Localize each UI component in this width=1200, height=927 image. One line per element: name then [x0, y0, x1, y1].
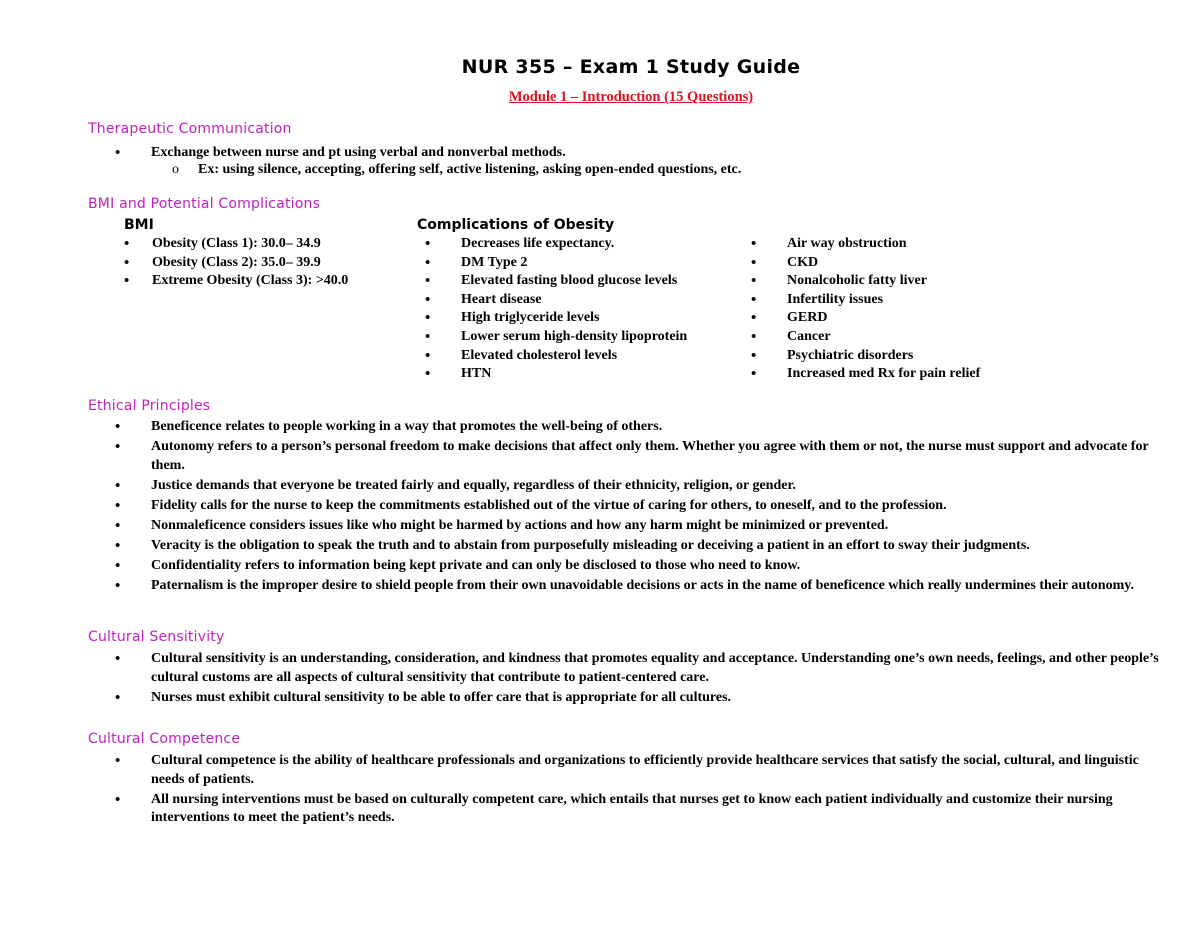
- list-item: • Nonalcoholic fatty liver: [751, 272, 1051, 291]
- heading-cultural-competence: Cultural Competence: [88, 731, 241, 747]
- list-item: • Fidelity calls for the nurse to keep the commitments established out of the virtue of caring for others, to oneself, and to the profession.: [115, 497, 1160, 516]
- list-item: • Beneficence relates to people working in a way that promotes the well-being of others.: [115, 418, 1160, 437]
- sub-bullet-marker: o: [172, 162, 179, 177]
- complications-column-heading: Complications of Obesity: [417, 217, 615, 233]
- list-item: • Lower serum high-density lipoprotein: [425, 328, 745, 347]
- complications-list-2: [751, 235, 1051, 384]
- list-item: • CKD: [751, 254, 1051, 273]
- list-item: • Obesity (Class 1): 30.0– 34.9: [124, 235, 404, 254]
- list-item: • Psychiatric disorders: [751, 347, 1051, 366]
- list-item: • HTN: [425, 365, 745, 384]
- list-item: • Justice demands that everyone be treated fairly and equally, regardless of their ethnicity, religion, or gender.: [115, 477, 1160, 496]
- list-item: • GERD: [751, 309, 1051, 328]
- heading-bmi: BMI and Potential Complications: [88, 196, 321, 212]
- list-item: • Increased med Rx for pain relief: [751, 365, 1051, 384]
- therapeutic-list: [115, 144, 1115, 163]
- list-item: • Nurses must exhibit cultural sensitivity to be able to offer care that is appropriate for all cultures.: [115, 689, 1160, 708]
- list-item: • Cultural competence is the ability of healthcare professionals and organizations to efficiently provide healthcare services that satisfy the social, cultural, and linguistic needs of patients.: [115, 752, 1160, 789]
- list-item: • Infertility issues: [751, 291, 1051, 310]
- list-item: • Nonmaleficence considers issues like who might be harmed by actions and how any harm might be minimized or prevented.: [115, 517, 1160, 536]
- list-item: • Cancer: [751, 328, 1051, 347]
- list-item: • Veracity is the obligation to speak the truth and to abstain from purposefully misleading or deceiving a patient in an effort to sway their judgments.: [115, 537, 1160, 556]
- list-item: • Exchange between nurse and pt using verbal and nonverbal methods.: [115, 144, 1115, 163]
- list-item: • Decreases life expectancy.: [425, 235, 745, 254]
- list-item: • Elevated fasting blood glucose levels: [425, 272, 745, 291]
- module-subtitle: Module 1 – Introduction (15 Questions): [508, 89, 754, 105]
- list-item: • DM Type 2: [425, 254, 745, 273]
- complications-list: [425, 235, 745, 384]
- list-item: • Autonomy refers to a person’s personal freedom to make decisions that affect only them. Whether you agree with them or not, the nurse must support and advocate for them.: [115, 438, 1160, 475]
- list-item: • Confidentiality refers to information being kept private and can only be disclosed to those who need to know.: [115, 557, 1160, 576]
- list-item: • High triglyceride levels: [425, 309, 745, 328]
- bmi-list: [124, 235, 404, 291]
- bmi-column-heading: BMI: [124, 217, 154, 233]
- list-item: • Elevated cholesterol levels: [425, 347, 745, 366]
- list-item: • Cultural sensitivity is an understanding, consideration, and kindness that promotes equality and acceptance. Understanding one’s own needs, feelings, and other people’s cultural customs are all aspects of cultural sensitivity that contribute to patient-centered care.: [115, 650, 1160, 687]
- list-item: • Heart disease: [425, 291, 745, 310]
- list-item: • Paternalism is the improper desire to shield people from their own unavoidable decisions or acts in the name of beneficence which really undermines their autonomy.: [115, 577, 1160, 596]
- heading-therapeutic-communication: Therapeutic Communication: [88, 121, 292, 137]
- heading-ethical-principles: Ethical Principles: [88, 398, 211, 414]
- list-item: • Obesity (Class 2): 35.0– 39.9: [124, 254, 404, 273]
- page-title: NUR 355 – Exam 1 Study Guide: [461, 56, 801, 78]
- list-item: • Air way obstruction: [751, 235, 1051, 254]
- heading-cultural-sensitivity: Cultural Sensitivity: [88, 629, 225, 645]
- list-item: • All nursing interventions must be based on culturally competent care, which entails that nurses get to know each patient individually and customize their nursing interventions to meet the patient’s needs.: [115, 791, 1160, 828]
- list-item: • Extreme Obesity (Class 3): >40.0: [124, 272, 404, 291]
- sub-list-item: [172, 162, 741, 178]
- ethical-list: [115, 418, 1160, 597]
- competence-list: [115, 752, 1160, 829]
- sub-bullet-text: Ex: using silence, accepting, offering self, active listening, asking open-ended questions, etc.: [198, 162, 742, 177]
- sensitivity-list: [115, 650, 1160, 709]
